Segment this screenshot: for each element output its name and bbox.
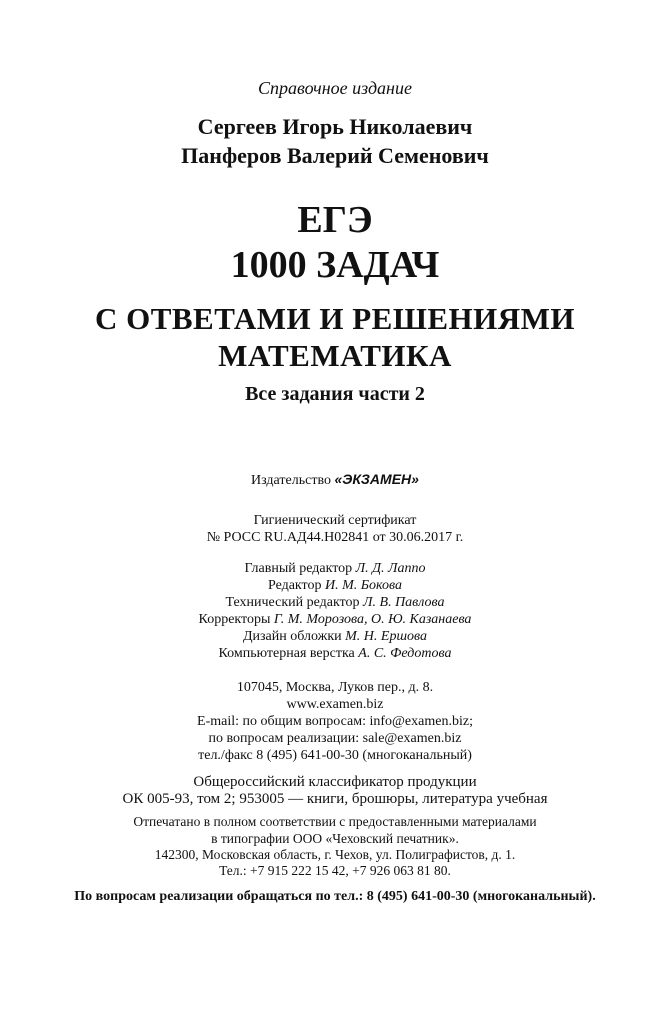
publisher-prefix: Издательство — [251, 473, 331, 488]
editor-credit — [0, 646, 670, 662]
editor-role: Главный редактор — [244, 561, 353, 576]
title-line-2: 1000 ЗАДАЧ — [230, 244, 440, 286]
printing-line-3: 142300, Московская область, г. Чехов, ул. Полиграфистов, д. 1. — [154, 847, 516, 862]
title-line-1: ЕГЭ — [297, 199, 373, 241]
editor-credit — [0, 561, 670, 577]
editor-role: Компьютерная верстка — [218, 646, 355, 661]
author-2: Панферов Валерий Семенович — [181, 143, 489, 168]
editor-name: А. С. Федотова — [358, 646, 452, 661]
printing-line-2: в типографии ООО «Чеховский печатник». — [211, 831, 459, 846]
sales-contact: По вопросам реализации обращаться по тел.: 8 (495) 641-00-30 (многоканальный). — [74, 889, 596, 904]
printing-line-1: Отпечатано в полном соответствии с предоставленными материалами — [133, 814, 537, 829]
subtitle: Все задания части 2 — [245, 383, 425, 405]
address-phone: тел./факс 8 (495) 641-00-30 (многоканальный) — [198, 748, 472, 763]
certificate-line-1: Гигиенический сертификат — [253, 513, 417, 528]
editor-name: Г. М. Морозова, О. Ю. Казанаева — [273, 612, 472, 627]
editor-name: Л. Д. Лаппо — [355, 561, 426, 576]
editor-credit — [0, 595, 670, 611]
editor-name: М. Н. Ершова — [345, 629, 428, 644]
title-line-3: С ОТВЕТАМИ И РЕШЕНИЯМИ — [94, 301, 576, 336]
address-email-general: E-mail: по общим вопросам: info@examen.biz; — [197, 714, 473, 729]
title-line-4: МАТЕМАТИКА — [218, 338, 452, 373]
publisher — [0, 471, 670, 489]
editor-credit — [0, 612, 670, 628]
editor-role: Корректоры — [198, 612, 271, 627]
printing-line-4: Тел.: +7 915 222 15 42, +7 926 063 81 80. — [219, 863, 451, 878]
editor-name: Л. В. Павлова — [363, 595, 445, 610]
editor-role: Технический редактор — [225, 595, 360, 610]
publisher-name: «ЭКЗАМЕН» — [334, 471, 419, 487]
editor-credit — [0, 578, 670, 594]
editor-name: И. М. Бокова — [325, 578, 403, 593]
editor-role: Дизайн обложки — [242, 629, 342, 644]
classifier-line-2: ОК 005-93, том 2; 953005 — книги, брошюры, литература учебная — [122, 791, 548, 807]
address-email-sales: по вопросам реализации: sale@examen.biz — [208, 731, 462, 746]
edition-type: Справочное издание — [258, 78, 412, 98]
editor-role: Редактор — [267, 578, 322, 593]
author-1: Сергеев Игорь Николаевич — [197, 114, 473, 139]
address-street: 107045, Москва, Луков пер., д. 8. — [236, 680, 434, 695]
classifier-line-1: Общероссийский классификатор продукции — [193, 774, 477, 790]
certificate-line-2: № РОСС RU.АД44.Н02841 от 30.06.2017 г. — [206, 530, 464, 545]
address-website: www.examen.biz — [286, 697, 384, 712]
editor-credit — [0, 629, 670, 645]
